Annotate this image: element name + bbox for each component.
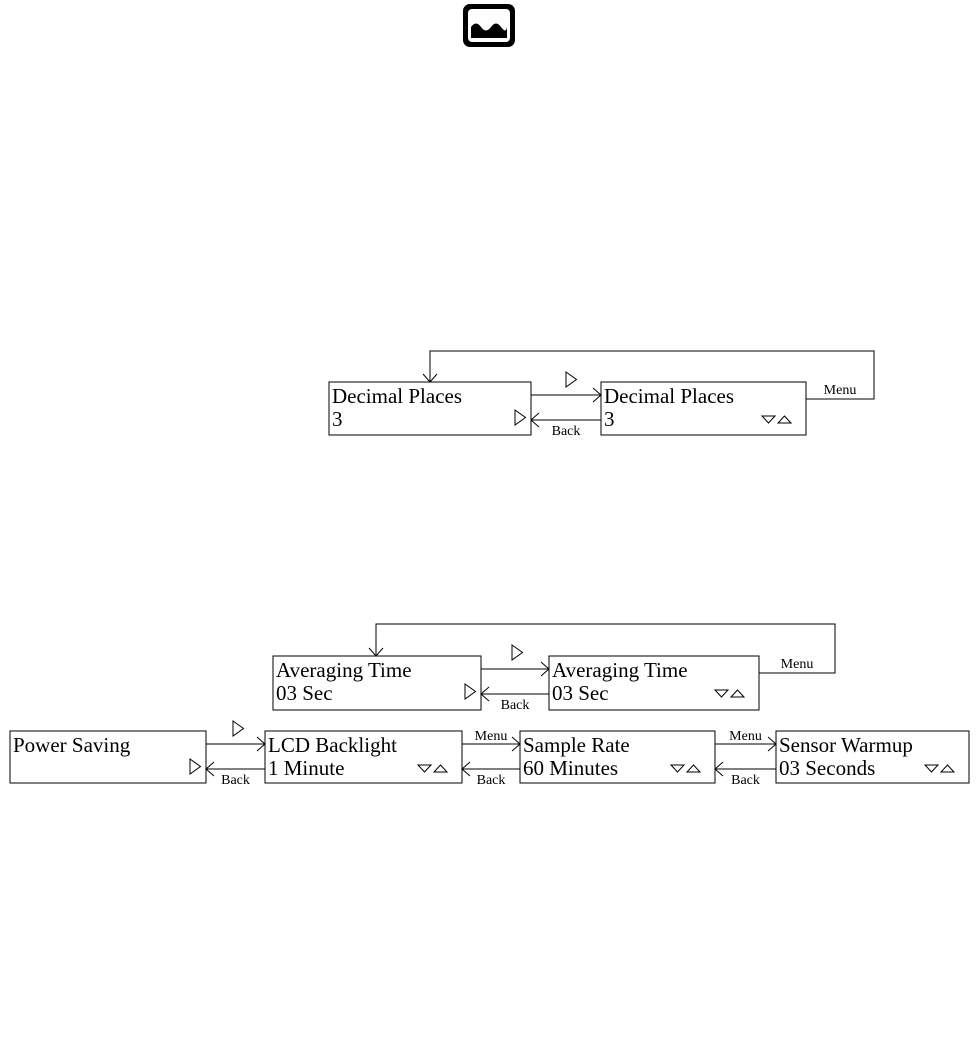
screen-value: 03 Seconds <box>779 756 876 780</box>
forward-arrow <box>531 388 601 402</box>
screen-title: Sensor Warmup <box>779 733 913 757</box>
screen-value: 1 Minute <box>268 756 345 780</box>
right-arrow-icon <box>566 372 577 387</box>
water-waves-logo-icon <box>463 4 515 47</box>
lcd-screen <box>601 382 806 435</box>
back-label: Back <box>731 773 760 788</box>
flow-3 <box>10 721 969 788</box>
forward-label: Menu <box>729 729 762 744</box>
right-arrow-icon <box>512 645 523 660</box>
back-label: Back <box>500 698 530 713</box>
screen-value: 03 Sec <box>552 681 609 705</box>
screen-title: Averaging Time <box>552 658 688 682</box>
back-label: Back <box>221 773 250 788</box>
screen-value: 60 Minutes <box>523 756 619 780</box>
screen-title: Decimal Places <box>332 384 463 408</box>
lcd-screen <box>776 731 969 783</box>
flow-1 <box>329 351 874 439</box>
flows-group <box>10 351 969 788</box>
lcd-screen <box>520 731 715 783</box>
lcd-screen <box>329 382 531 435</box>
back-label: Back <box>551 424 581 439</box>
menu-label: Menu <box>780 657 814 672</box>
screen-value: 3 <box>332 407 343 431</box>
screen-title: Power Saving <box>13 733 131 757</box>
lcd-screen <box>10 731 206 783</box>
screen-value: 3 <box>604 407 615 431</box>
forward-arrow <box>206 737 265 751</box>
back-label: Back <box>476 773 506 788</box>
screen-title: LCD Backlight <box>268 733 397 757</box>
screen-title: Decimal Places <box>604 384 735 408</box>
lcd-screen <box>273 656 481 710</box>
flow-2 <box>273 624 835 713</box>
menu-label: Menu <box>823 383 857 398</box>
screen-title: Averaging Time <box>276 658 412 682</box>
right-arrow-icon <box>233 721 244 736</box>
forward-arrow <box>481 662 549 676</box>
screen-value: 03 Sec <box>276 681 333 705</box>
lcd-screen <box>265 731 462 783</box>
screen-title: Sample Rate <box>523 733 630 757</box>
lcd-screen <box>549 656 759 710</box>
forward-label: Menu <box>474 729 508 744</box>
